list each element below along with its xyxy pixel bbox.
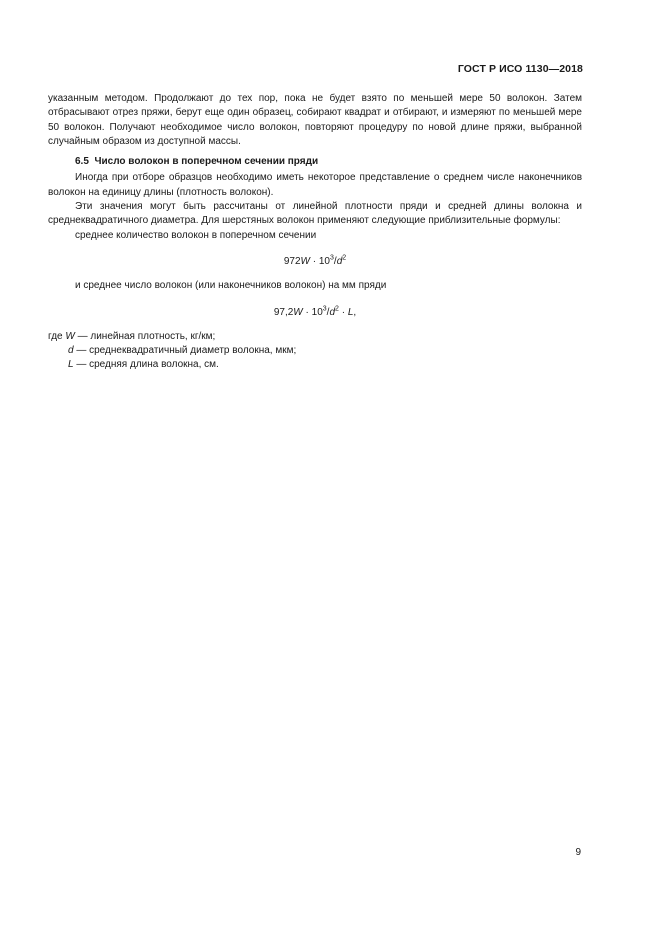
- definition-w: где W — линейная плотность, кг/км;: [48, 330, 216, 342]
- paragraph-fiber-count-label: среднее количество волокон в поперечном сечении: [75, 229, 317, 241]
- section-title: Число волокон в поперечном сечении пряди: [94, 156, 319, 168]
- paragraph-formulas-intro: Эти значения могут быть рассчитаны от линейной плотности пряди и средней длины волокна и среднеквадратичного диаметра. Для шерстяных волокон применяют следующие приблизительные формулы:: [48, 201, 582, 227]
- variable-definitions: [48, 330, 582, 373]
- paragraph-continuation: указанным методом. Продолжают до тех пор, пока не будет взято по меньшей мере 50 волокон. Затем отбрасывают отрез пряжи, берут еще один образец, собирают квадрат и отбирают, и измеряют по меньшей мере 50 волокон. Получают необходимое число волокон, повторяют процедуру по новой длине пряжи, выбранной случайным образом из доступной массы.: [48, 93, 582, 147]
- formula-fibers-per-mm: $97,2W \cdot 10^3/d^2 \cdot L$,: [273, 305, 357, 318]
- section-heading: [75, 155, 582, 169]
- formula-fibers-per-section: $972W \cdot 10^3/d^2$: [283, 254, 347, 267]
- definition-d: d — среднеквадратичный диаметр волокна, мкм;: [68, 345, 297, 357]
- paragraph-fiber-ends-label: и среднее число волокон (или наконечников волокон) на мм пряди: [75, 280, 387, 292]
- document-header: ГОСТ Р ИСО 1130—2018: [457, 63, 583, 75]
- section-number: 6.5: [75, 156, 89, 168]
- page-number: 9: [575, 847, 581, 858]
- paragraph-intro: Иногда при отборе образцов необходимо иметь некоторое представление о среднем числе наконечников волокон на единицу длины (плотность волокон).: [48, 172, 582, 198]
- document-body: [48, 92, 582, 373]
- definition-l: L — средняя длина волокна, см.: [68, 359, 219, 371]
